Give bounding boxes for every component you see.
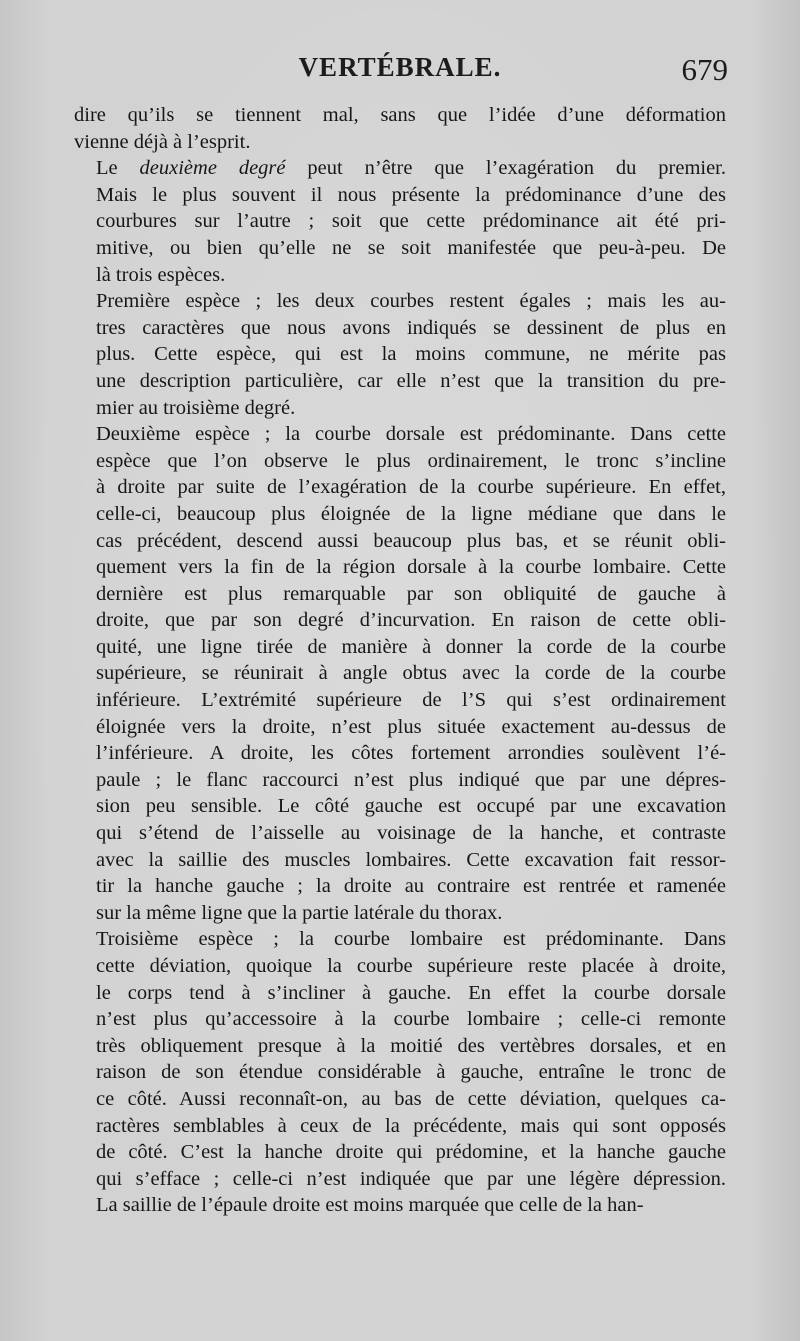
text-line: dernière est plus remarquable par son obliquité de gauche à (96, 582, 726, 605)
text-line: mitive, ou bien qu’elle ne se soit manifestée que peu-à-peu. De (96, 236, 726, 259)
paragraph (74, 155, 726, 288)
paragraph (74, 421, 726, 926)
text-line: là trois espèces. (96, 263, 226, 286)
text-line: vienne déjà à l’esprit. (74, 130, 251, 153)
text-line: Deuxième espèce ; la courbe dorsale est prédominante. Dans cette (96, 423, 726, 446)
text-line: une description particulière, car elle n’est que la transition du pre- (96, 369, 726, 392)
text-line: sur la même ligne que la partie latérale du thorax. (96, 901, 503, 924)
text-line: La saillie de l’épaule droite est moins marquée que celle de la han- (96, 1194, 644, 1217)
text-line: de côté. C’est la hanche droite qui prédomine, et la hanche gauche (96, 1141, 726, 1164)
running-head (74, 52, 726, 92)
text-line: tir la hanche gauche ; la droite au contraire est rentrée et ramenée (96, 875, 726, 898)
text-line: plus. Cette espèce, qui est la moins commune, ne mérite pas (96, 343, 726, 366)
paragraph (74, 102, 726, 155)
text-line: n’est plus qu’accessoire à la courbe lombaire ; celle-ci remonte (96, 1008, 726, 1031)
text-line: ractères semblables à ceux de la précédente, mais qui sont opposés (96, 1114, 726, 1137)
text-line: l’inférieure. A droite, les côtes fortement arrondies soulèvent l’é- (96, 742, 726, 765)
text-line: quité, une ligne tirée de manière à donner la corde de la courbe (96, 635, 726, 658)
text-line: éloignée vers la droite, n’est plus située exactement au-dessus de (96, 715, 726, 738)
text-line: Le deuxième degré peut n’être que l’exagération du premier. (96, 157, 727, 180)
text-line: inférieure. L’extrémité supérieure de l’S qui s’est ordinairement (96, 689, 726, 712)
text-line: paule ; le flanc raccourci n’est plus indiqué que par une dépres- (96, 768, 726, 791)
text-line: à droite par suite de l’exagération de la courbe supérieure. En effet, (96, 476, 726, 499)
text-line: droite, que par son degré d’incurvation. En raison de cette obli- (96, 609, 726, 632)
text-line: quement vers la fin de la région dorsale à la courbe lombaire. Cette (96, 556, 726, 579)
text-line: Mais le plus souvent il nous présente la prédominance d’une des (96, 183, 726, 206)
text-line: celle-ci, beaucoup plus éloignée de la ligne médiane que dans le (96, 502, 726, 525)
text-line: cas précédent, descend aussi beaucoup plus bas, et se réunit obli- (96, 529, 726, 552)
text-line: qui s’étend de l’aisselle au voisinage de la hanche, et contraste (96, 822, 726, 845)
body-text (74, 102, 726, 1219)
text-line: dire qu’ils se tiennent mal, sans que l’idée d’une déformation (74, 104, 726, 126)
text-line: cette déviation, quoique la courbe supérieure reste placée à droite, (96, 955, 726, 977)
text-line: avec la saillie des muscles lombaires. Cette excavation fait ressor- (96, 848, 726, 871)
text-line: mier au troisième degré. (96, 396, 296, 419)
text-line: très obliquement presque à la moitié des vertèbres dorsales, et en (96, 1034, 726, 1057)
paragraph (74, 288, 726, 421)
page-number: 679 (681, 52, 728, 87)
paragraph (74, 926, 726, 1219)
text-line: raison de son étendue considérable à gauche, entraîne le tronc de (96, 1061, 726, 1084)
text-line: Première espèce ; les deux courbes restent égales ; mais les au- (96, 290, 726, 313)
text-line: qui s’efface ; celle-ci n’est indiquée que par une légère dépression. (96, 1167, 726, 1190)
text-line: supérieure, se réunirait à angle obtus avec la corde de la courbe (96, 662, 726, 685)
text-line: sion peu sensible. Le côté gauche est occupé par une excavation (96, 795, 726, 818)
text-line: ce côté. Aussi reconnaît-on, au bas de cette déviation, quelques ca- (96, 1087, 726, 1110)
running-title: VERTÉBRALE. (298, 52, 502, 82)
text-line: courbures sur l’autre ; soit que cette prédominance ait été pri- (96, 210, 726, 233)
text-line: espèce que l’on observe le plus ordinairement, le tronc s’incline (96, 449, 726, 472)
text-line: le corps tend à s’incliner à gauche. En effet la courbe dorsale (96, 981, 726, 1004)
text-line: Troisième espèce ; la courbe lombaire est prédominante. Dans (96, 928, 726, 951)
text-line: tres caractères que nous avons indiqués se dessinent de plus en (96, 316, 726, 339)
